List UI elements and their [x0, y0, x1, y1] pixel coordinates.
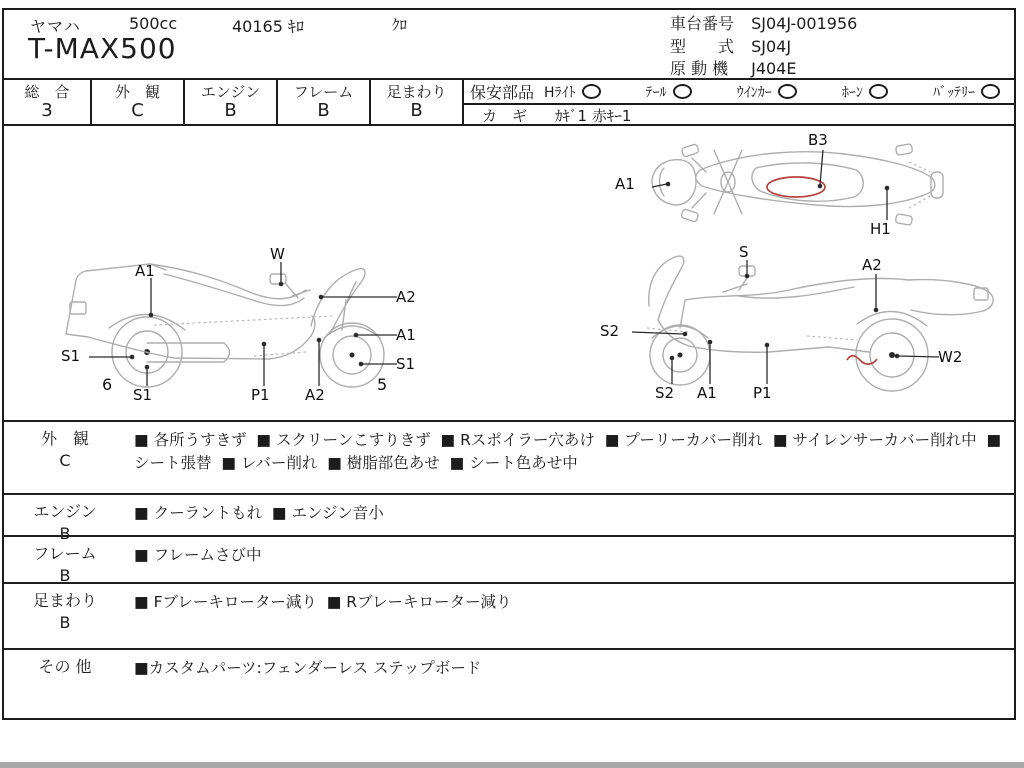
rating-label: 足まわり	[386, 82, 447, 101]
diagram-label-a1: A1	[697, 384, 717, 402]
header	[4, 10, 1014, 78]
rating-label: フレーム	[293, 82, 354, 101]
diagram-label-s1-left: S1	[61, 347, 81, 365]
diagram-label-a2-bottom: A2	[305, 386, 325, 404]
body-color: ｸﾛ	[392, 16, 408, 34]
chassis-label: 車台番号	[670, 14, 735, 33]
condition-grade: B	[59, 613, 71, 632]
rating-engine	[185, 80, 278, 124]
condition-label: 足まわり	[32, 591, 97, 610]
condition-row-undercarriage	[4, 582, 1014, 648]
rear-wheel-size: 6	[102, 375, 113, 394]
diagram-label-a1: A1	[615, 175, 635, 193]
scan-edge-bar	[0, 762, 1024, 768]
diagram-label-b3: B3	[808, 131, 828, 149]
condition-items: ■ Fブレーキローター減り ■ Rブレーキローター減り	[134, 593, 512, 611]
vehicle-ids	[670, 13, 857, 81]
diagram-label-a2-right: A2	[396, 288, 416, 306]
rating-frame	[278, 80, 371, 124]
rating-grade: B	[224, 99, 237, 121]
diagram-label-p1: P1	[251, 386, 270, 404]
condition-row-frame	[4, 535, 1014, 585]
diagram-label-h1: H1	[870, 220, 891, 238]
rating-label: 外 観	[114, 82, 160, 101]
diagram-label-a2: A2	[862, 256, 882, 274]
diagram-label-s2-bottom: S2	[655, 384, 675, 402]
rating-exterior	[92, 80, 185, 124]
condition-row-engine	[4, 493, 1014, 543]
ok-circle-icon	[582, 84, 601, 99]
condition-row-exterior	[4, 420, 1014, 493]
diagram-label-w: W	[270, 245, 285, 263]
condition-items: ■ 各所うすきず ■ スクリーンこすりきず ■ Rスポイラー穴あけ ■ プーリーカバー削れ ■ サイレンサーカバー削れ中 ■ シート張替 ■ レバー削れ ■ 樹脂部色あせ ■ シート色あせ中	[134, 431, 1007, 472]
engine-code-row	[670, 58, 857, 81]
rating-grade: B	[410, 99, 423, 121]
condition-grade: C	[59, 451, 71, 470]
engine-code: J404E	[751, 59, 797, 78]
chassis-row	[670, 13, 857, 36]
condition-label: エンジン	[33, 502, 97, 521]
auction-sheet	[2, 8, 1016, 720]
condition-grade: B	[59, 566, 71, 585]
part-label: ﾊﾞｯﾃﾘｰ	[932, 84, 975, 101]
rating-grade: 3	[41, 99, 53, 121]
condition-label: フレーム	[33, 544, 97, 563]
safety-part-headlight	[544, 82, 601, 102]
condition-items: ■ フレームさび中	[134, 546, 262, 564]
model-name: T-MAX500	[28, 32, 177, 65]
diagram-label-s1-bottom: S1	[133, 386, 153, 404]
ok-circle-icon	[673, 84, 692, 99]
diagram-label-s2-left: S2	[600, 322, 620, 340]
part-label: ｳｲﾝｶｰ	[736, 84, 772, 101]
ratings-row	[4, 78, 1014, 126]
safety-parts-row	[464, 80, 1014, 105]
scooter-top-view-sketch	[604, 130, 944, 248]
safety-parts-list	[544, 82, 1000, 102]
safety-part-horn	[842, 82, 888, 102]
diagram-label-s: S	[739, 243, 749, 261]
safety-part-winker	[737, 82, 797, 102]
diagram-label-p1: P1	[753, 384, 772, 402]
rating-label: 総 合	[24, 82, 70, 101]
chassis-number: SJ04J-001956	[751, 14, 858, 33]
front-wheel-size: 5	[377, 375, 388, 394]
ok-circle-icon	[869, 84, 888, 99]
rating-undercarriage	[371, 80, 464, 124]
diagram-label-w2: W2	[938, 348, 963, 366]
diagram-label-s1-right: S1	[396, 355, 416, 373]
model-code-label: 型 式	[670, 36, 735, 56]
mileage: 40165 ｷﾛ	[232, 17, 304, 36]
condition-items: ■カスタムパーツ:フェンダーレス ステップボード	[134, 659, 482, 677]
rating-grade: C	[131, 99, 144, 121]
key-label: カ ギ	[482, 107, 528, 125]
part-label: ﾎｰﾝ	[841, 84, 863, 101]
safety-parts-section	[464, 80, 1014, 124]
rating-overall	[4, 80, 92, 124]
ok-circle-icon	[778, 84, 797, 99]
scooter-right-side-sketch	[589, 240, 1014, 412]
safety-part-battery	[933, 82, 1000, 102]
ok-circle-icon	[981, 84, 1000, 99]
part-label: ﾃｰﾙ	[645, 84, 667, 101]
diagram-label-a1-top: A1	[135, 262, 155, 280]
rating-label: エンジン	[200, 82, 261, 101]
part-label: Hﾗｲﾄ	[544, 84, 576, 101]
diagram-label-a1-right: A1	[396, 326, 416, 344]
safety-part-taillight	[646, 82, 692, 102]
safety-parts-title: 保安部品	[470, 83, 535, 102]
condition-label: その 他	[38, 657, 92, 676]
damage-diagrams	[4, 126, 1014, 420]
engine-code-label: 原 動 機	[670, 59, 729, 78]
model-code: SJ04J	[751, 36, 792, 56]
key-value: ｶｷﾞ1 赤ｷｰ1	[555, 107, 632, 125]
maker-name: ヤマハ	[30, 17, 81, 36]
condition-label: 外 観	[40, 429, 89, 448]
key-row	[464, 105, 1014, 126]
displacement: 500cc	[129, 14, 178, 33]
model-code-row	[670, 36, 857, 59]
condition-row-other	[4, 648, 1014, 718]
rating-grade: B	[317, 99, 330, 121]
condition-items: ■ クーラントもれ ■ エンジン音小	[134, 504, 384, 522]
condition-grade: B	[59, 524, 71, 543]
